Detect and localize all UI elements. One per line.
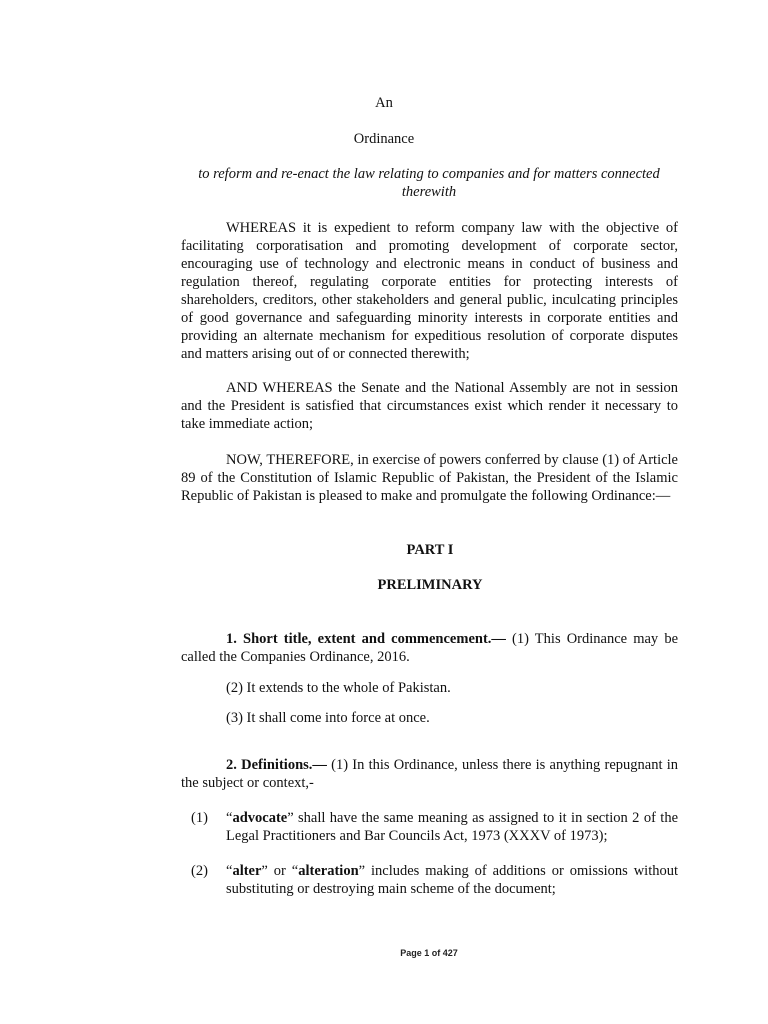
definition-item	[181, 862, 678, 898]
definition-text	[226, 862, 678, 898]
quote-open: “	[226, 863, 233, 879]
definition-body: includes making of additions or omissions without substituting or destroying main scheme of the document;	[226, 863, 679, 897]
section-1-sub-2: (2) It extends to the whole of Pakistan.	[226, 680, 451, 696]
preamble-now-therefore: NOW, THEREFORE, in exercise of powers conferred by clause (1) of Article 89 of the Constitution of Islamic Republic of Pakistan, the President of the Islamic Republic of Pakistan is pleased to make and promulgate the following Ordinance:—	[181, 452, 678, 504]
section-2	[181, 756, 678, 792]
title-ordinance: Ordinance	[353, 131, 415, 147]
definition-term-2: alteration	[298, 863, 359, 879]
definition-term: alter	[232, 863, 262, 879]
part-title: PART I	[406, 542, 454, 558]
definition-term: advocate	[232, 810, 288, 826]
quote-close: ”	[287, 810, 294, 826]
definition-body: shall have the same meaning as assigned to it in section 2 of the Legal Practitioners and Bar Councils Act, 1973 (XXXV of 1973);	[226, 810, 678, 844]
section-1-heading: 1. Short title, extent and commencement.—	[226, 631, 506, 647]
quote-mid: ” or “	[261, 863, 299, 879]
part-name: PRELIMINARY	[377, 577, 483, 593]
quote-open: “	[226, 810, 233, 826]
title-an: An	[375, 95, 393, 111]
definition-text	[226, 809, 678, 845]
section-1-text: (1) This Ordinance may be called the Companies Ordinance, 2016.	[181, 631, 678, 665]
preamble-whereas: WHEREAS it is expedient to reform company law with the objective of facilitating corporatisation and promoting development of corporate sector, encouraging use of technology and electronic means in conduct of business and regulation thereof, regulating corporate entities for protecting interests of shareholders, creditors, other stakeholders and general public, inculcating principles of good governance and safeguarding minority interests in corporate entities and providing an alternate mechanism for expeditious resolution of corporate disputes and matters arising out of or connected therewith;	[181, 220, 678, 362]
subtitle: to reform and re-enact the law relating to companies and for matters connected therewith	[198, 166, 660, 200]
section-2-heading: 2. Definitions.—	[226, 757, 327, 773]
preamble-and-whereas: AND WHEREAS the Senate and the National Assembly are not in session and the President is satisfied that circumstances exist which render it necessary to take immediate action;	[181, 380, 678, 432]
definition-number: (1)	[191, 810, 208, 826]
definition-item	[181, 809, 678, 845]
section-2-text: (1) In this Ordinance, unless there is anything repugnant in the subject or context,-	[181, 757, 678, 791]
definition-number: (2)	[191, 863, 208, 879]
quote-close: ”	[358, 863, 366, 879]
section-1-sub-3: (3) It shall come into force at once.	[226, 710, 430, 726]
section-1	[181, 630, 678, 666]
page-number: Page 1 of 427	[400, 948, 458, 958]
